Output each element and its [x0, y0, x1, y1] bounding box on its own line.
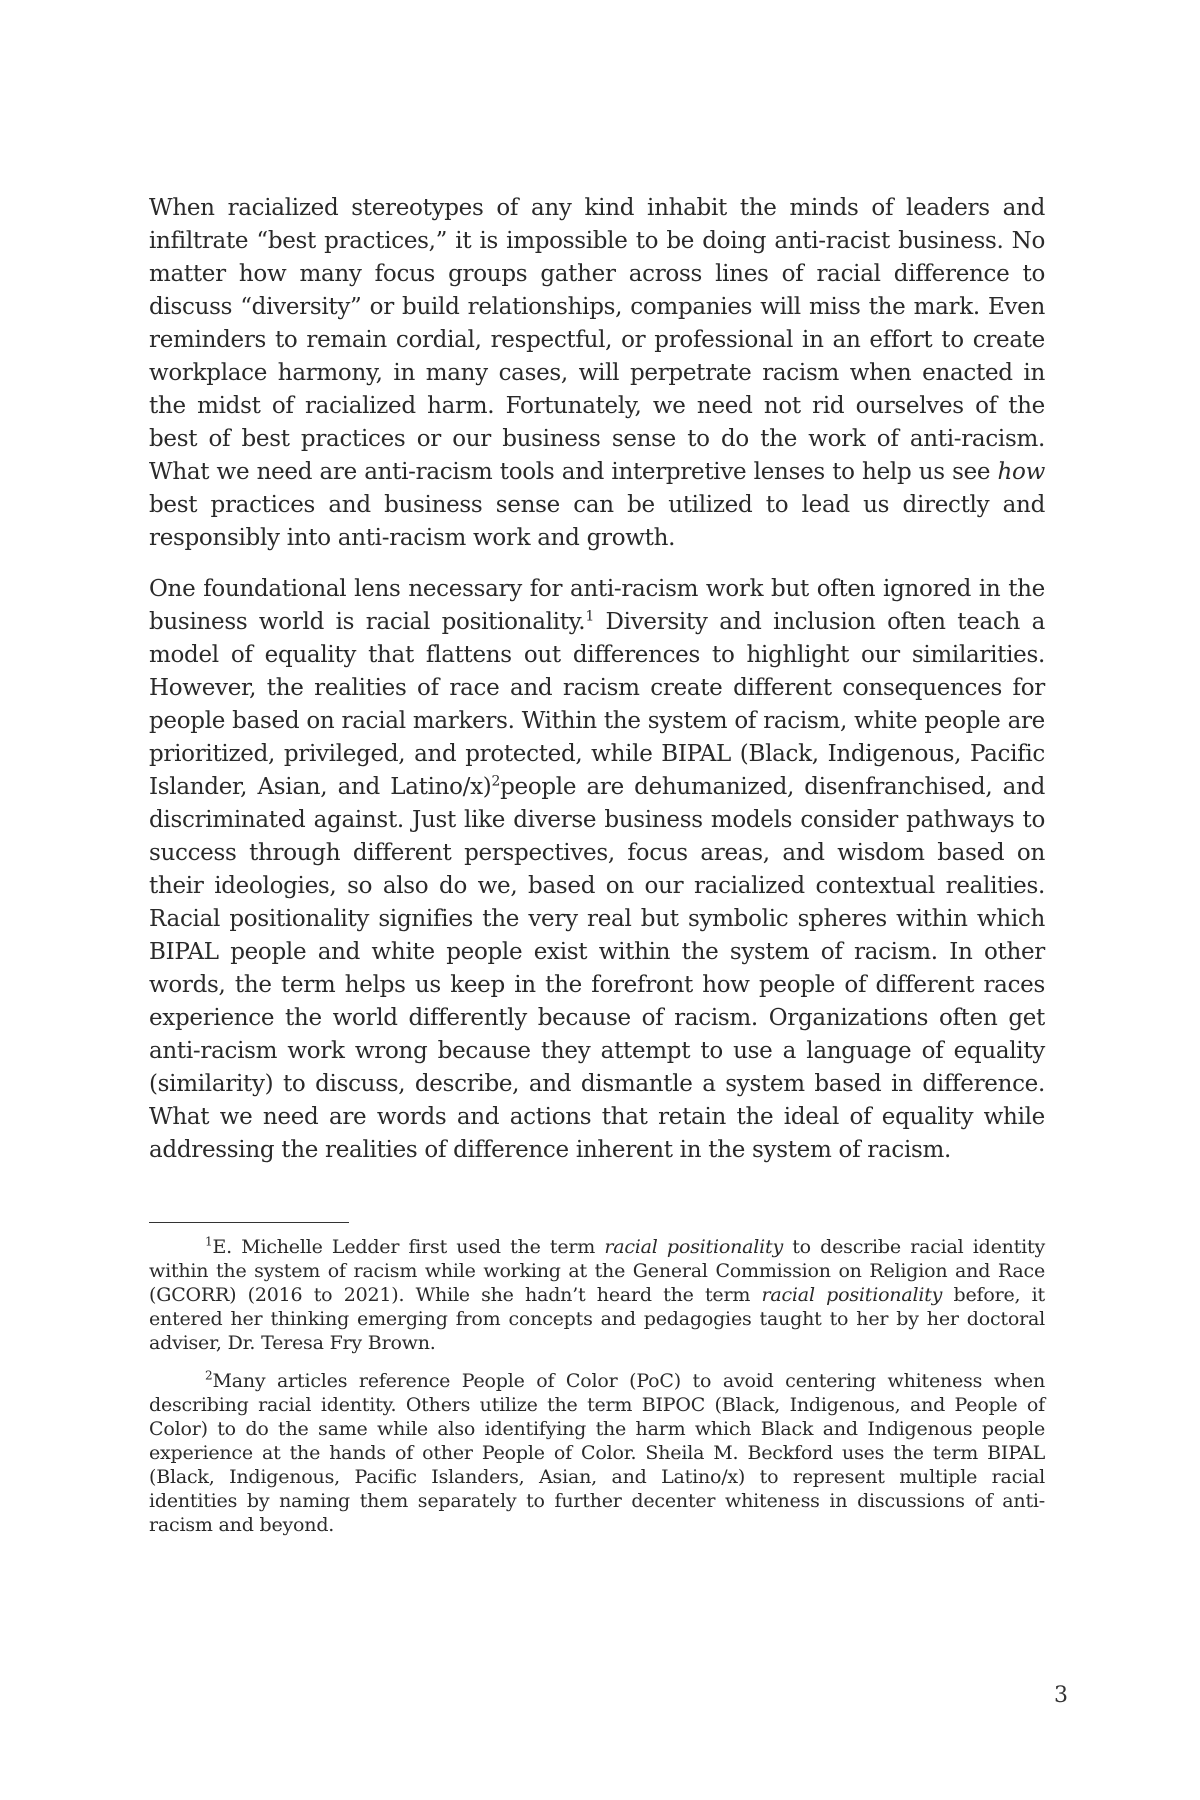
footnote-divider	[149, 1222, 349, 1223]
paragraph-2-text-end: people are dehumanized, disenfranchised, and discriminated against. Just like diverse business models consider pathways to success through different perspectives, focus areas, and wisdom based on their ideologies, so also do we, based on our racialized contextual realities. Racial positionality signifies the very real but symbolic spheres within which BIPAL people and white people exist within the system of racism. In other words, the term helps us keep in the forefront how people of different races experience the world differently because of racism. Organizations often get anti-racism work wrong because they attempt to use a language of equality (similarity) to discuss, describe, and dismantle a system based in difference. What we need are words and actions that retain the ideal of equality while addressing the realities of difference inherent in the system of racism.	[149, 774, 1045, 1163]
paragraph-2-text-mid: Diversity and inclusion often teach a model of equality that flattens out differences to highlight our similarities. However, the realities of race and racism create different consequences for people based on racial markers. Within the system of racism, white people are prioritized, privileged, and protected, while BIPAL (Black, Indigenous, Pacific Islander, Asian, and Latino/x)	[149, 609, 1045, 800]
paragraph-2	[149, 573, 1045, 1167]
footnote-1-text: E. Michelle Ledder first used the term	[212, 1236, 605, 1258]
page-number: 3	[1054, 1683, 1068, 1708]
footnote-ref-2[interactable]: 2	[491, 773, 501, 790]
footnote-1-text-mid: to describe racial identity within the system of racism while working at the General Commission on Religion and Race (GCORR) (2016 to 2021). While she hadn’t heard the term	[149, 1236, 1045, 1306]
paragraph-1-text: When racialized stereotypes of any kind inhabit the minds of leaders and infiltrate “best practices,” it is impossible to be doing anti-racist business. No matter how many focus groups gather across lines of racial difference to discuss “diversity” or build relationships, companies will miss the mark. Even reminders to remain cordial, respectful, or professional in an effort to create workplace harmony, in many cases, will perpetrate racism when enacted in the midst of racialized harm. Fortunately, we need not rid ourselves of the best of best practices or our business sense to do the work of anti-racism. What we need are anti-racism tools and interpretive lenses to help us see	[149, 195, 1045, 485]
paragraph-1-italic: how	[997, 459, 1045, 485]
footnote-2-text: Many articles reference People of Color (PoC) to avoid centering whiteness when describing racial identity. Others utilize the term BIPOC (Black, Indigenous, and People of Color) to do the same while also identifying the harm which Black and Indigenous people experience at the hands of other People of Color. Sheila M. Beckford uses the term BIPAL (Black, Indigenous, Pacific Islanders, Asian, and Latino/x) to represent multiple racial identities by naming them separately to further decenter whiteness in discussions of anti-racism and beyond.	[149, 1370, 1045, 1536]
footnote-1-italic-term-2: racial positionality	[761, 1284, 943, 1306]
footnote-ref-1[interactable]: 1	[585, 608, 594, 625]
footnote-1	[149, 1235, 1045, 1355]
paragraph-1	[149, 192, 1045, 555]
footnote-2	[149, 1369, 1045, 1537]
paragraph-1-text-end: best practices and business sense can be utilized to lead us directly and responsibly into anti-racism work and growth.	[149, 492, 1045, 551]
footnote-1-italic-term: racial positionality	[604, 1236, 783, 1258]
footnotes-section	[149, 1222, 1045, 1551]
main-text	[149, 192, 1045, 1185]
paragraph-2-text: One foundational lens necessary for anti-racism work but often ignored in the business world is racial positionality.	[149, 576, 1045, 635]
footnote-2-number: 2	[205, 1368, 213, 1383]
footnote-1-text-end: before, it entered her thinking emerging from concepts and pedagogies taught to her by her doctoral adviser, Dr. Teresa Fry Brown.	[149, 1284, 1045, 1354]
footnote-1-number: 1	[205, 1234, 213, 1249]
